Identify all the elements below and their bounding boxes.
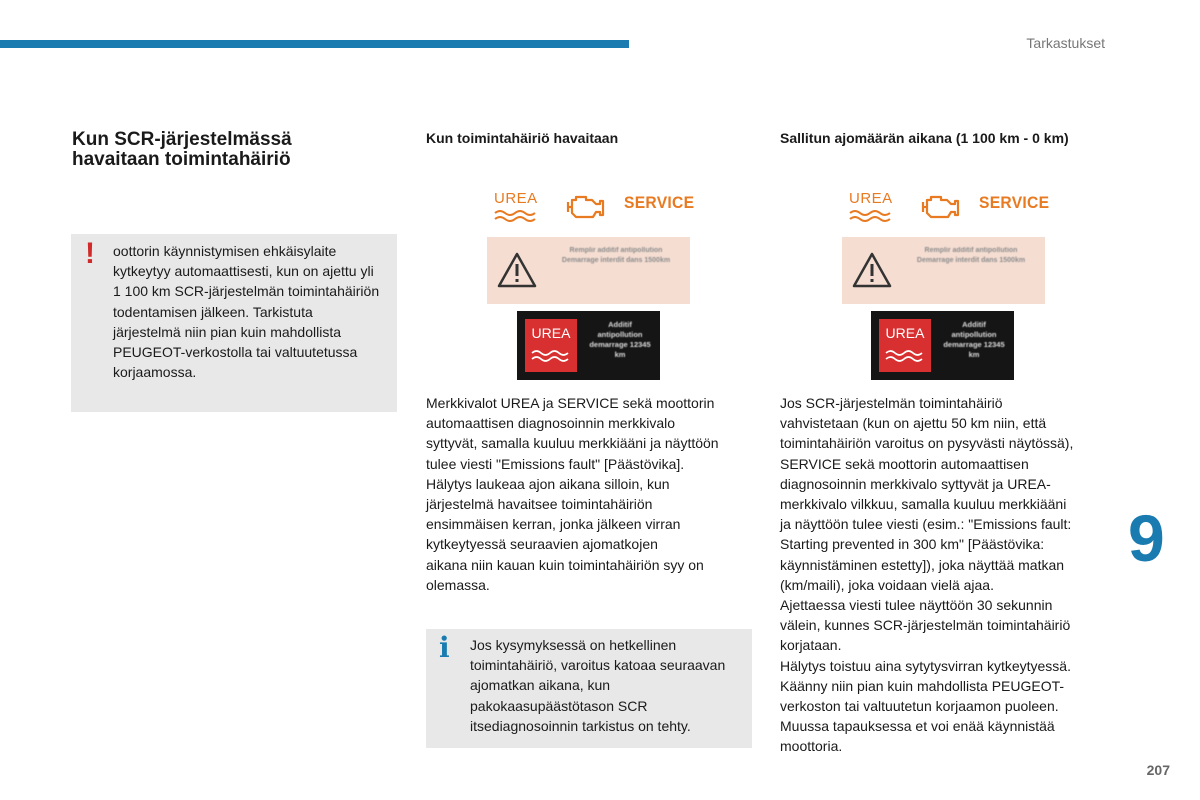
allowed-indicators — [849, 190, 1049, 230]
info-box — [426, 629, 752, 748]
urea-tile-label: UREA — [531, 325, 571, 341]
header-accent-bar — [0, 40, 629, 48]
display-message-dark — [517, 311, 660, 380]
engine-warning-icon — [564, 192, 606, 222]
urea-tile — [525, 319, 577, 372]
service-indicator: SERVICE — [979, 193, 1050, 212]
engine-warning-icon — [919, 192, 961, 222]
warning-text: oottorin käynnistymisen ehkäisylaite kytkeytyy automaattisesti, kun on ajettu yli 1 100 km SCR-järjestelmän toimintahäiriön todentamisen jälkeen. Tarkistuta järjestelmä niin pian kuin mahdollista PEUGEOT-verkostolla tai valtuutetussa korjaamossa. — [113, 243, 380, 381]
warning-triangle-icon — [852, 251, 892, 289]
detected-heading: Kun toimintahäiriö havaitaan — [426, 130, 619, 146]
display-message-light-text: Remplir additif antipollution Demarrage interdit dans 1500km — [561, 247, 671, 264]
section-name: Tarkastukset — [1026, 35, 1105, 51]
detected-indicators — [494, 190, 694, 230]
allowed-heading: Sallitun ajomäärän aikana (1 100 km - 0 km) — [780, 130, 1069, 146]
fluid-waves-icon — [494, 209, 540, 223]
urea-indicator-label: UREA — [849, 190, 893, 207]
allowed-body-text: Jos SCR-järjestelmän toimintahäiriö vahvistetaan (kun on ajettu 50 km niin, että toimintahäiriön varoitus on pysyvästi näytössä), SERVICE sekä moottorin automaattisen diagnosoinnin merkkivalo syttyvät ja UREA- merkkivalo vilkkuu, samalla kuuluu merkkiääni ja näyttöön tulee viesti (esim.: "Emissions fault: Starting prevented in 300 km" [Päästövika: käynnistäminen estetty]), joka näyttää matkan (km/maili), joka voidaan vielä ajaa. Ajettaessa viesti tulee näyttöön 30 sekunnin välein, kunnes SCR-järjestelmän toimintahäiriö korjataan. Hälytys toistuu aina sytytysvirran kytkeytyessä. Käänny niin pian kuin mahdollista PEUGEOT- verkoston tai valtuutetun korjaamon puoleen. Muussa tapauksessa et voi enää käynnistää moottoria. — [780, 395, 1074, 755]
display-message-light — [842, 237, 1045, 304]
exclamation-icon: ! — [85, 237, 95, 270]
urea-tile — [879, 319, 931, 372]
detected-body-text: Merkkivalot UREA ja SERVICE sekä moottorin automaattisen diagnosoinnin merkkivalo syttyvät, samalla kuuluu merkkiääni ja näyttöön tulee viesti "Emissions fault" [Päästövika]. Hälytys laukeaa ajon aikana silloin, kun järjestelmä havaitsee toimintahäiriön ensimmäisen kerran, jonka jälkeen virran kytkeytyessä seuraavien ajomatkojen aikana niin kauan kuin toimintahäiriön syy on olemassa. — [426, 395, 719, 593]
warning-box — [71, 234, 397, 412]
display-message-light — [487, 237, 690, 304]
display-message-dark — [871, 311, 1014, 380]
fluid-waves-icon — [531, 349, 571, 363]
fluid-waves-icon — [849, 209, 895, 223]
info-text: Jos kysymyksessä on hetkellinen toimintahäiriö, varoitus katoaa seuraavan ajomatkan aikana, kun pakokaasupäästötason SCR itsediagnosoinnin tarkistus on tehty. — [470, 637, 726, 734]
urea-indicator-label: UREA — [494, 190, 538, 207]
service-indicator: SERVICE — [624, 193, 695, 212]
display-message-light-text: Remplir additif antipollution Demarrage interdit dans 1500km — [916, 247, 1026, 264]
display-message-dark-text: Additif antipollution demarrage 12345 km — [943, 320, 1005, 359]
fluid-waves-icon — [885, 349, 925, 363]
chapter-number: 9 — [1128, 501, 1165, 575]
urea-indicator — [849, 190, 899, 226]
display-message-dark-text: Additif antipollution demarrage 12345 km — [589, 320, 651, 359]
urea-indicator — [494, 190, 544, 226]
page-number: 207 — [1146, 762, 1170, 778]
urea-tile-label: UREA — [885, 325, 925, 341]
warning-triangle-icon — [497, 251, 537, 289]
page-title: Kun SCR-järjestelmässä havaitaan toimintahäiriö — [72, 129, 292, 170]
info-icon: i — [439, 631, 450, 664]
